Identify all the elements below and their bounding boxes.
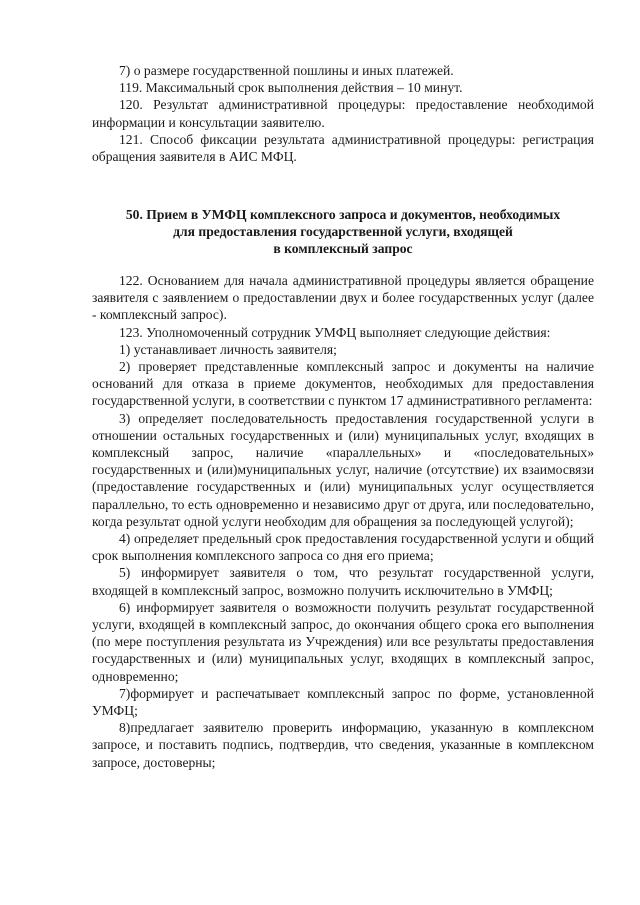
paragraph-120: 120. Результат административной процедуры: предоставление необходимой информации и консультации заявителю. <box>92 97 594 130</box>
list-item-1: 1) устанавливает личность заявителя; <box>119 341 337 357</box>
list-item-3: 3) определяет последовательность предоставления государственной услуги в отношении остальных государственных и (или) муниципальных услуг, входящих в комплексный запрос, наличие «параллельных» и «последовательных» государственных и (или)муниципальных услуг, наличие (отсутствие) их взаимосвязи (предоставление государственных и (или) муниципальных услуг осуществляется параллельно, то есть одновременно и независимо друг от друга, или последовательно, когда результат одной услуги необходим для обращения за последующей услугой); <box>92 410 594 529</box>
list-item-8: 8)предлагает заявителю проверить информацию, указанную в комплексном запросе, и поставить подпись, подтвердив, что сведения, указанные в комплексном запросе, достоверны; <box>92 720 594 770</box>
list-item-7: 7)формирует и распечатывает комплексный запрос по форме, установленной УМФЦ; <box>92 685 594 719</box>
paragraph-item-7: 7) о размере государственной пошлины и иных платежей. <box>119 63 454 78</box>
paragraph-122: 122. Основанием для начала административной процедуры является обращение заявителя с заявлением о предоставлении двух и более государственных услуг (далее - комплексный запрос). <box>92 273 594 323</box>
list-item-2: 2) проверяет представленные комплексный запрос и документы на наличие оснований для отказа в приеме документов, необходимых для предоставления государственной услуги, в соответствии с пунктом 17 административного регламента: <box>92 359 594 409</box>
section-heading <box>92 206 594 257</box>
list-item-5: 5) информирует заявителя о том, что результат государственной услуги, входящей в комплексный запрос, возможно получить исключительно в УМФЦ; <box>92 565 594 598</box>
list-item-6: 6) информирует заявителя о возможности получить результат государственной услуги, входящей в комплексный запрос, до окончания общего срока его выполнения (по мере поступления результата из Учреждения) или все результаты предоставления государственных и (или) муниципальных услуг, входящих в комплексный запрос, одновременно; <box>92 599 594 684</box>
paragraph-121: 121. Способ фиксации результата административной процедуры: регистрация обращения заявителя в АИС МФЦ. <box>92 131 594 165</box>
top-paragraphs <box>92 62 594 165</box>
section-heading-line-2: для предоставления государственной услуги, входящей <box>173 224 513 239</box>
list-item-4: 4) определяет предельный срок предоставления государственной услуги и общий срок выполнения комплексного запроса со дня его приема; <box>92 531 594 564</box>
section-heading-line-3: в комплексный запрос <box>273 241 413 256</box>
paragraph-123: 123. Уполномоченный сотрудник УМФЦ выполняет следующие действия: <box>119 324 551 340</box>
section-heading-line-1: 50. Прием в УМФЦ комплексного запроса и документов, необходимых <box>125 207 561 222</box>
paragraph-119: 119. Максимальный срок выполнения действия – 10 минут. <box>119 80 463 96</box>
body-paragraphs <box>92 272 594 771</box>
